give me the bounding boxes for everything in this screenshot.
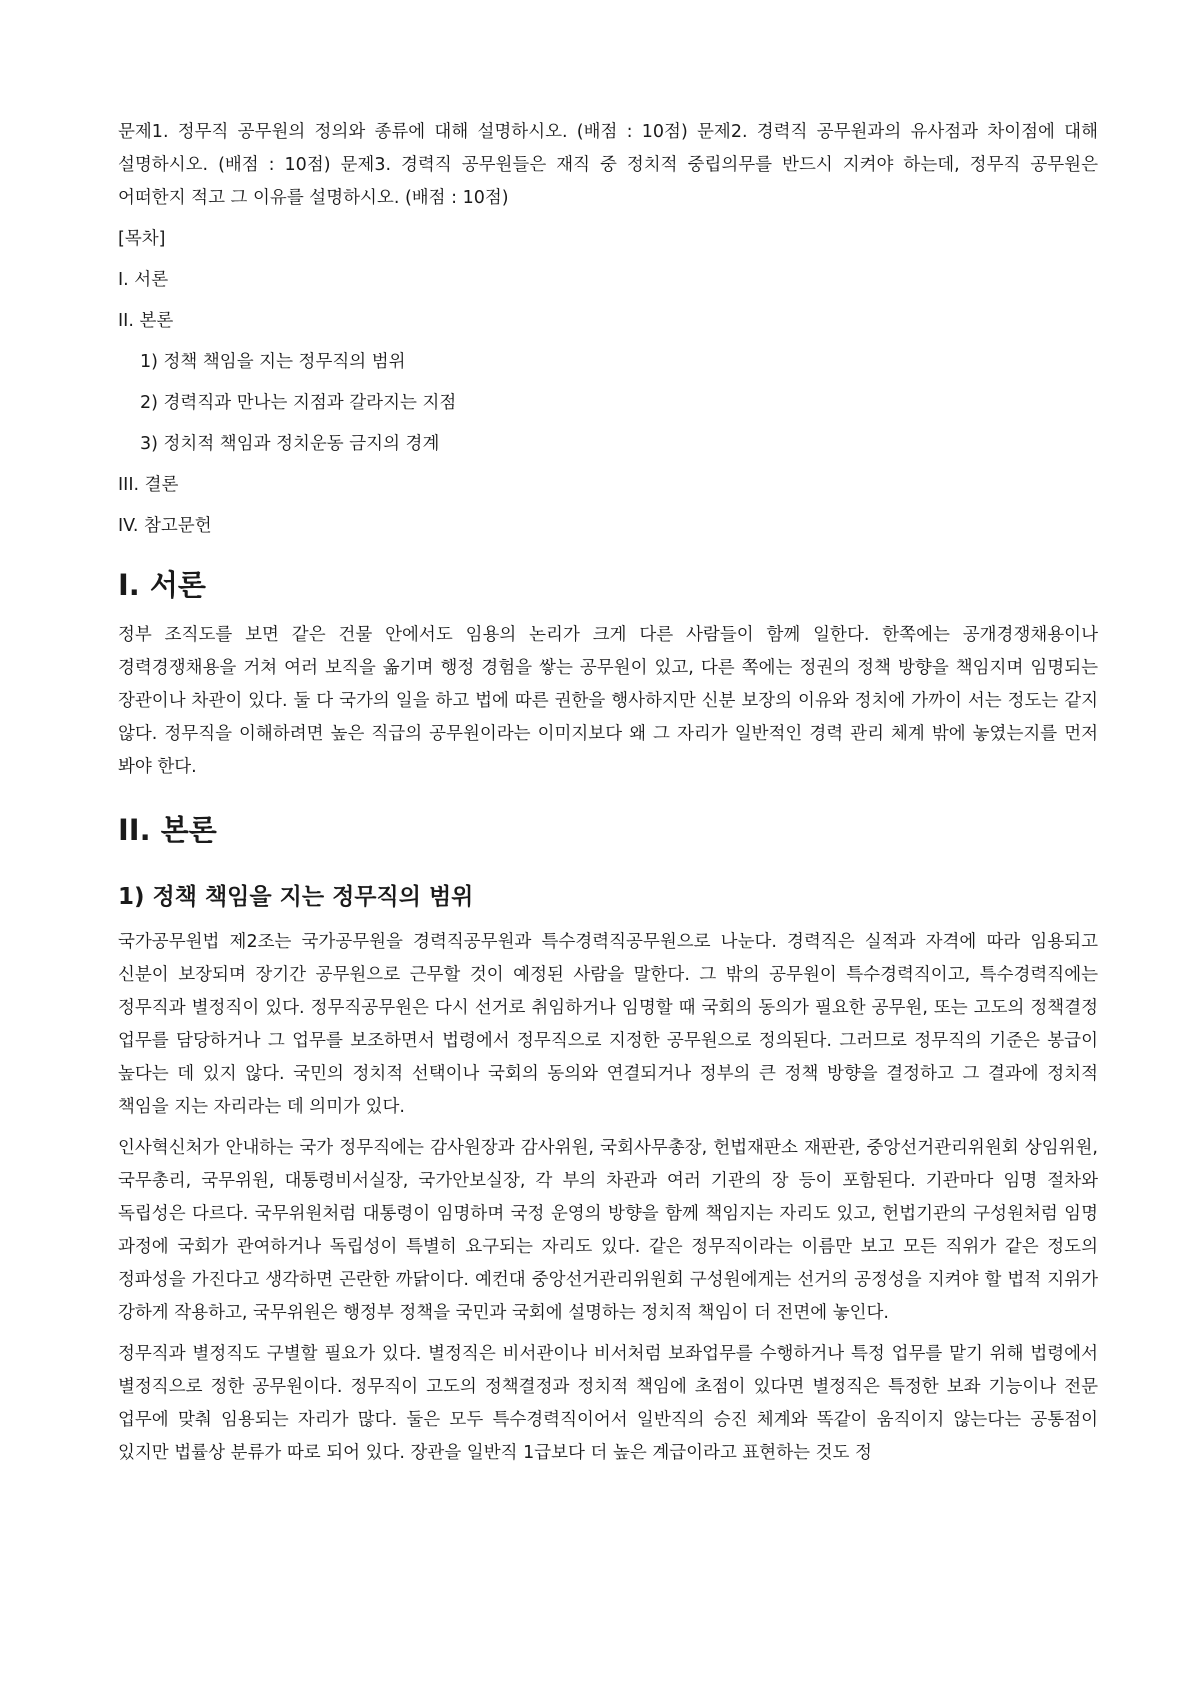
toc-item-body: II. 본론 [118, 311, 174, 331]
toc-item-conclusion: III. 결론 [118, 475, 179, 495]
toc-title: [목차] [118, 229, 166, 249]
document-page [118, 116, 1098, 1478]
section-heading-body: II. 본론 [118, 813, 217, 847]
toc-item-introduction: I. 서론 [118, 270, 169, 290]
section-heading-introduction: I. 서론 [118, 568, 206, 602]
question-prompt: 문제1. 정무직 공무원의 정의와 종류에 대해 설명하시오. (배점 : 10점) 문제2. 경력직 공무원과의 유사점과 차이점에 대해 설명하시오. (배점 : 10점) 문제3. 경력직 공무원들은 재직 중 정치적 중립의무를 반드시 지켜야 하는데, 정무직 공무원은 어떠한지 적고 그 이유를 설명하시오. (배점 : 10점) [118, 122, 1098, 208]
body-paragraph: 정무직과 별정직도 구별할 필요가 있다. 별정직은 비서관이나 비서처럼 보좌업무를 수행하거나 특정 업무를 맡기 위해 법령에서 별정직으로 정한 공무원이다. 정무직이 고도의 정책결정과 정치적 책임에 초점이 있다면 별정직은 특정한 보좌 기능이나 전문 업무에 맞춰 임용되는 자리가 많다. 둘은 모두 특수경력직이어서 일반직의 승진 체계와 똑같이 움직이지 않는다는 공통점이 있지만 법률상 분류가 따로 되어 있다. 장관을 일반직 1급보다 더 높은 계급이라고 표현하는 것도 정 [118, 1344, 1098, 1463]
subsection-heading-1: 1) 정책 책임을 지는 정무직의 범위 [118, 884, 474, 910]
toc-subitem-3: 3) 정치적 책임과 정치운동 금지의 경계 [140, 434, 440, 454]
introduction-paragraph: 정부 조직도를 보면 같은 건물 안에서도 임용의 논리가 크게 다른 사람들이 함께 일한다. 한쪽에는 공개경쟁채용이나 경력경쟁채용을 거쳐 여러 보직을 옮기며 행정 경험을 쌓는 공무원이 있고, 다른 쪽에는 정권의 정책 방향을 책임지며 임명되는 장관이나 차관이 있다. 둘 다 국가의 일을 하고 법에 따른 권한을 행사하지만 신분 보장의 이유와 정치에 가까이 서는 정도는 같지 않다. 정무직을 이해하려면 높은 직급의 공무원이라는 이미지보다 왜 그 자리가 일반적인 경력 관리 체계 밖에 놓였는지를 먼저 봐야 한다. [118, 625, 1098, 777]
body-paragraph: 국가공무원법 제2조는 국가공무원을 경력직공무원과 특수경력직공무원으로 나눈다. 경력직은 실적과 자격에 따라 임용되고 신분이 보장되며 장기간 공무원으로 근무할 것이 예정된 사람을 말한다. 그 밖의 공무원이 특수경력직이고, 특수경력직에는 정무직과 별정직이 있다. 정무직공무원은 다시 선거로 취임하거나 임명할 때 국회의 동의가 필요한 공무원, 또는 고도의 정책결정 업무를 담당하거나 그 업무를 보조하면서 법령에서 정무직으로 지정한 공무원으로 정의된다. 그러므로 정무직의 기준은 봉급이 높다는 데 있지 않다. 국민의 정치적 선택이나 국회의 동의와 연결되거나 정부의 큰 정책 방향을 결정하고 그 결과에 정치적 책임을 지는 자리라는 데 의미가 있다. [118, 932, 1098, 1117]
toc-subitem-1: 1) 정책 책임을 지는 정무직의 범위 [140, 352, 406, 372]
toc-item-references: IV. 참고문헌 [118, 516, 212, 536]
table-of-contents [118, 223, 1098, 543]
toc-subitem-2: 2) 경력직과 만나는 지점과 갈라지는 지점 [140, 393, 457, 413]
body-paragraph: 인사혁신처가 안내하는 국가 정무직에는 감사원장과 감사위원, 국회사무총장, 헌법재판소 재판관, 중앙선거관리위원회 상임위원, 국무총리, 국무위원, 대통령비서실장, 국가안보실장, 각 부의 차관과 여러 기관의 장 등이 포함된다. 기관마다 임명 절차와 독립성은 다르다. 국무위원처럼 대통령이 임명하며 국정 운영의 방향을 함께 책임지는 자리도 있고, 헌법기관의 구성원처럼 임명 과정에 국회가 관여하거나 독립성이 특별히 요구되는 자리도 있다. 같은 정무직이라는 이름만 보고 모든 직위가 같은 정도의 정파성을 가진다고 생각하면 곤란한 까닭이다. 예컨대 중앙선거관리위원회 구성원에게는 선거의 공정성을 지켜야 할 법적 지위가 강하게 작용하고, 국무위원은 행정부 정책을 국민과 국회에 설명하는 정치적 책임이 더 전면에 놓인다. [118, 1138, 1098, 1323]
